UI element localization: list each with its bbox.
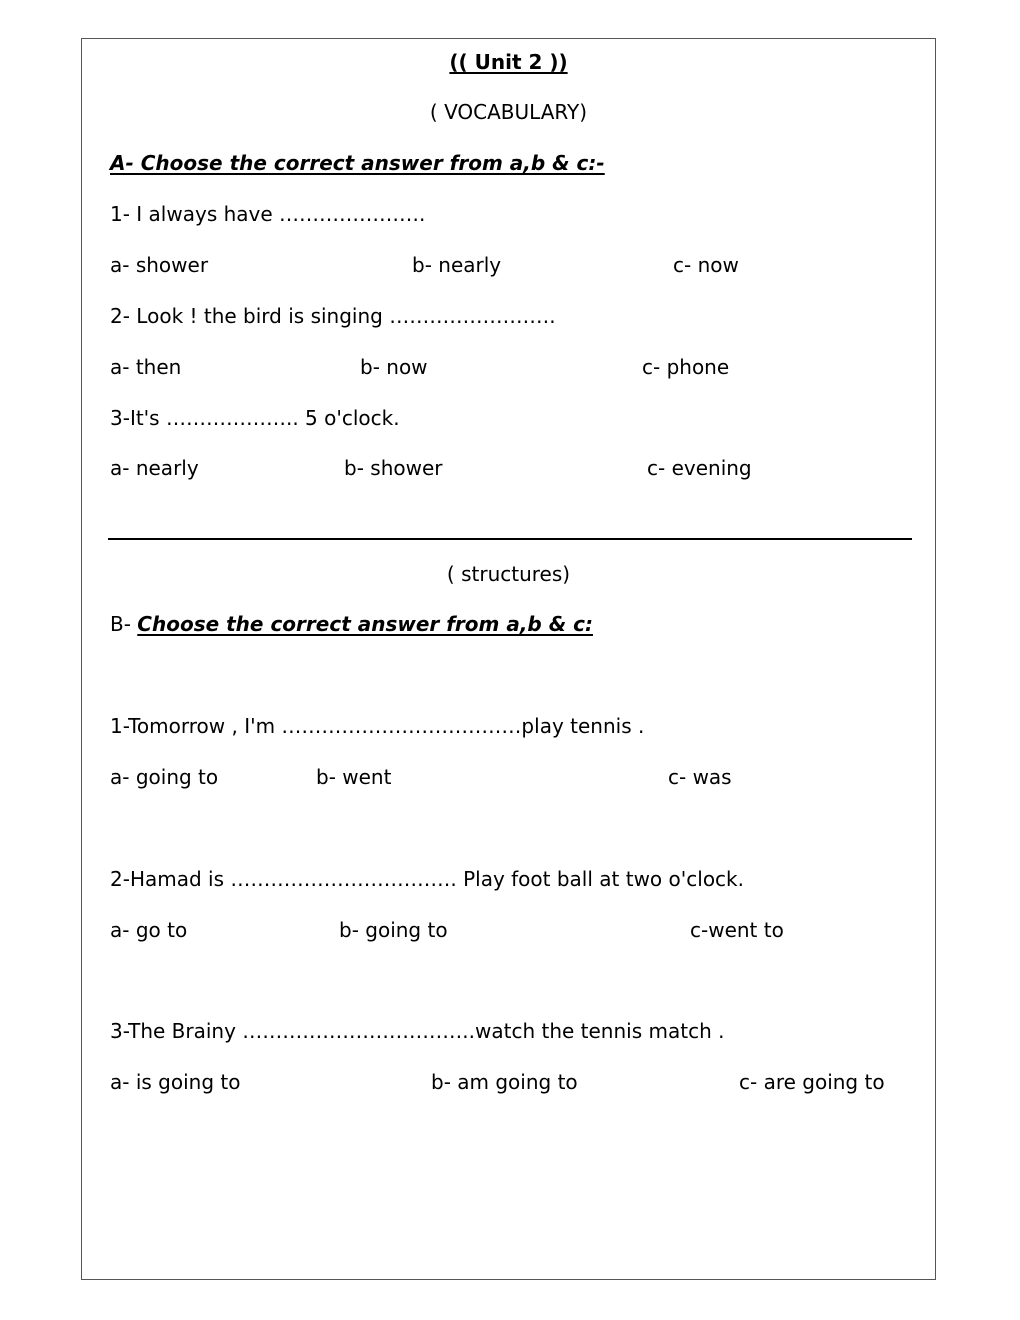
option-b3-b: b- am going to: [431, 1070, 578, 1094]
section-a-instruction: A- Choose the correct answer from a,b & c:-: [110, 151, 605, 175]
option-a2-c: c- phone: [642, 355, 730, 379]
option-a2-a: a- then: [110, 355, 182, 379]
option-a1-b: b- nearly: [412, 253, 502, 277]
question-b2: 2-Hamad is ……………………………. Play foot ball at two o'clock.: [110, 867, 744, 891]
question-b3: 3-The Brainy ……………………………..watch the tennis match .: [110, 1019, 725, 1043]
option-a3-b: b- shower: [344, 456, 443, 480]
option-b2-c: c-went to: [690, 918, 784, 942]
question-a3: 3-It's ……………….. 5 o'clock.: [110, 406, 400, 430]
unit-title: [81, 50, 936, 74]
option-b3-c: c- are going to: [739, 1070, 885, 1094]
option-b2-a: a- go to: [110, 918, 188, 942]
section-b-instruction: Choose the correct answer from a,b & c:: [137, 612, 593, 636]
unit-title-text: (( Unit 2 )): [449, 50, 568, 74]
section-b-instruction-line: [110, 612, 593, 636]
option-b1-b: b- went: [316, 765, 392, 789]
question-a2: 2- Look ! the bird is singing …………………….: [110, 304, 556, 328]
option-b1-c: c- was: [668, 765, 732, 789]
option-b1-a: a- going to: [110, 765, 219, 789]
option-a3-c: c- evening: [647, 456, 752, 480]
question-b1: 1-Tomorrow , I'm ………………………………play tennis .: [110, 714, 645, 738]
option-b2-b: b- going to: [339, 918, 448, 942]
option-a3-a: a- nearly: [110, 456, 199, 480]
option-b3-a: a- is going to: [110, 1070, 241, 1094]
option-a2-b: b- now: [360, 355, 428, 379]
question-a1: 1- I always have ………………….: [110, 202, 426, 226]
section-b-prefix: B-: [110, 612, 131, 636]
structures-heading: ( structures): [446, 562, 571, 586]
section-divider: [108, 538, 912, 540]
option-a1-c: c- now: [673, 253, 739, 277]
vocabulary-heading: ( VOCABULARY): [429, 100, 588, 124]
option-a1-a: a- shower: [110, 253, 209, 277]
